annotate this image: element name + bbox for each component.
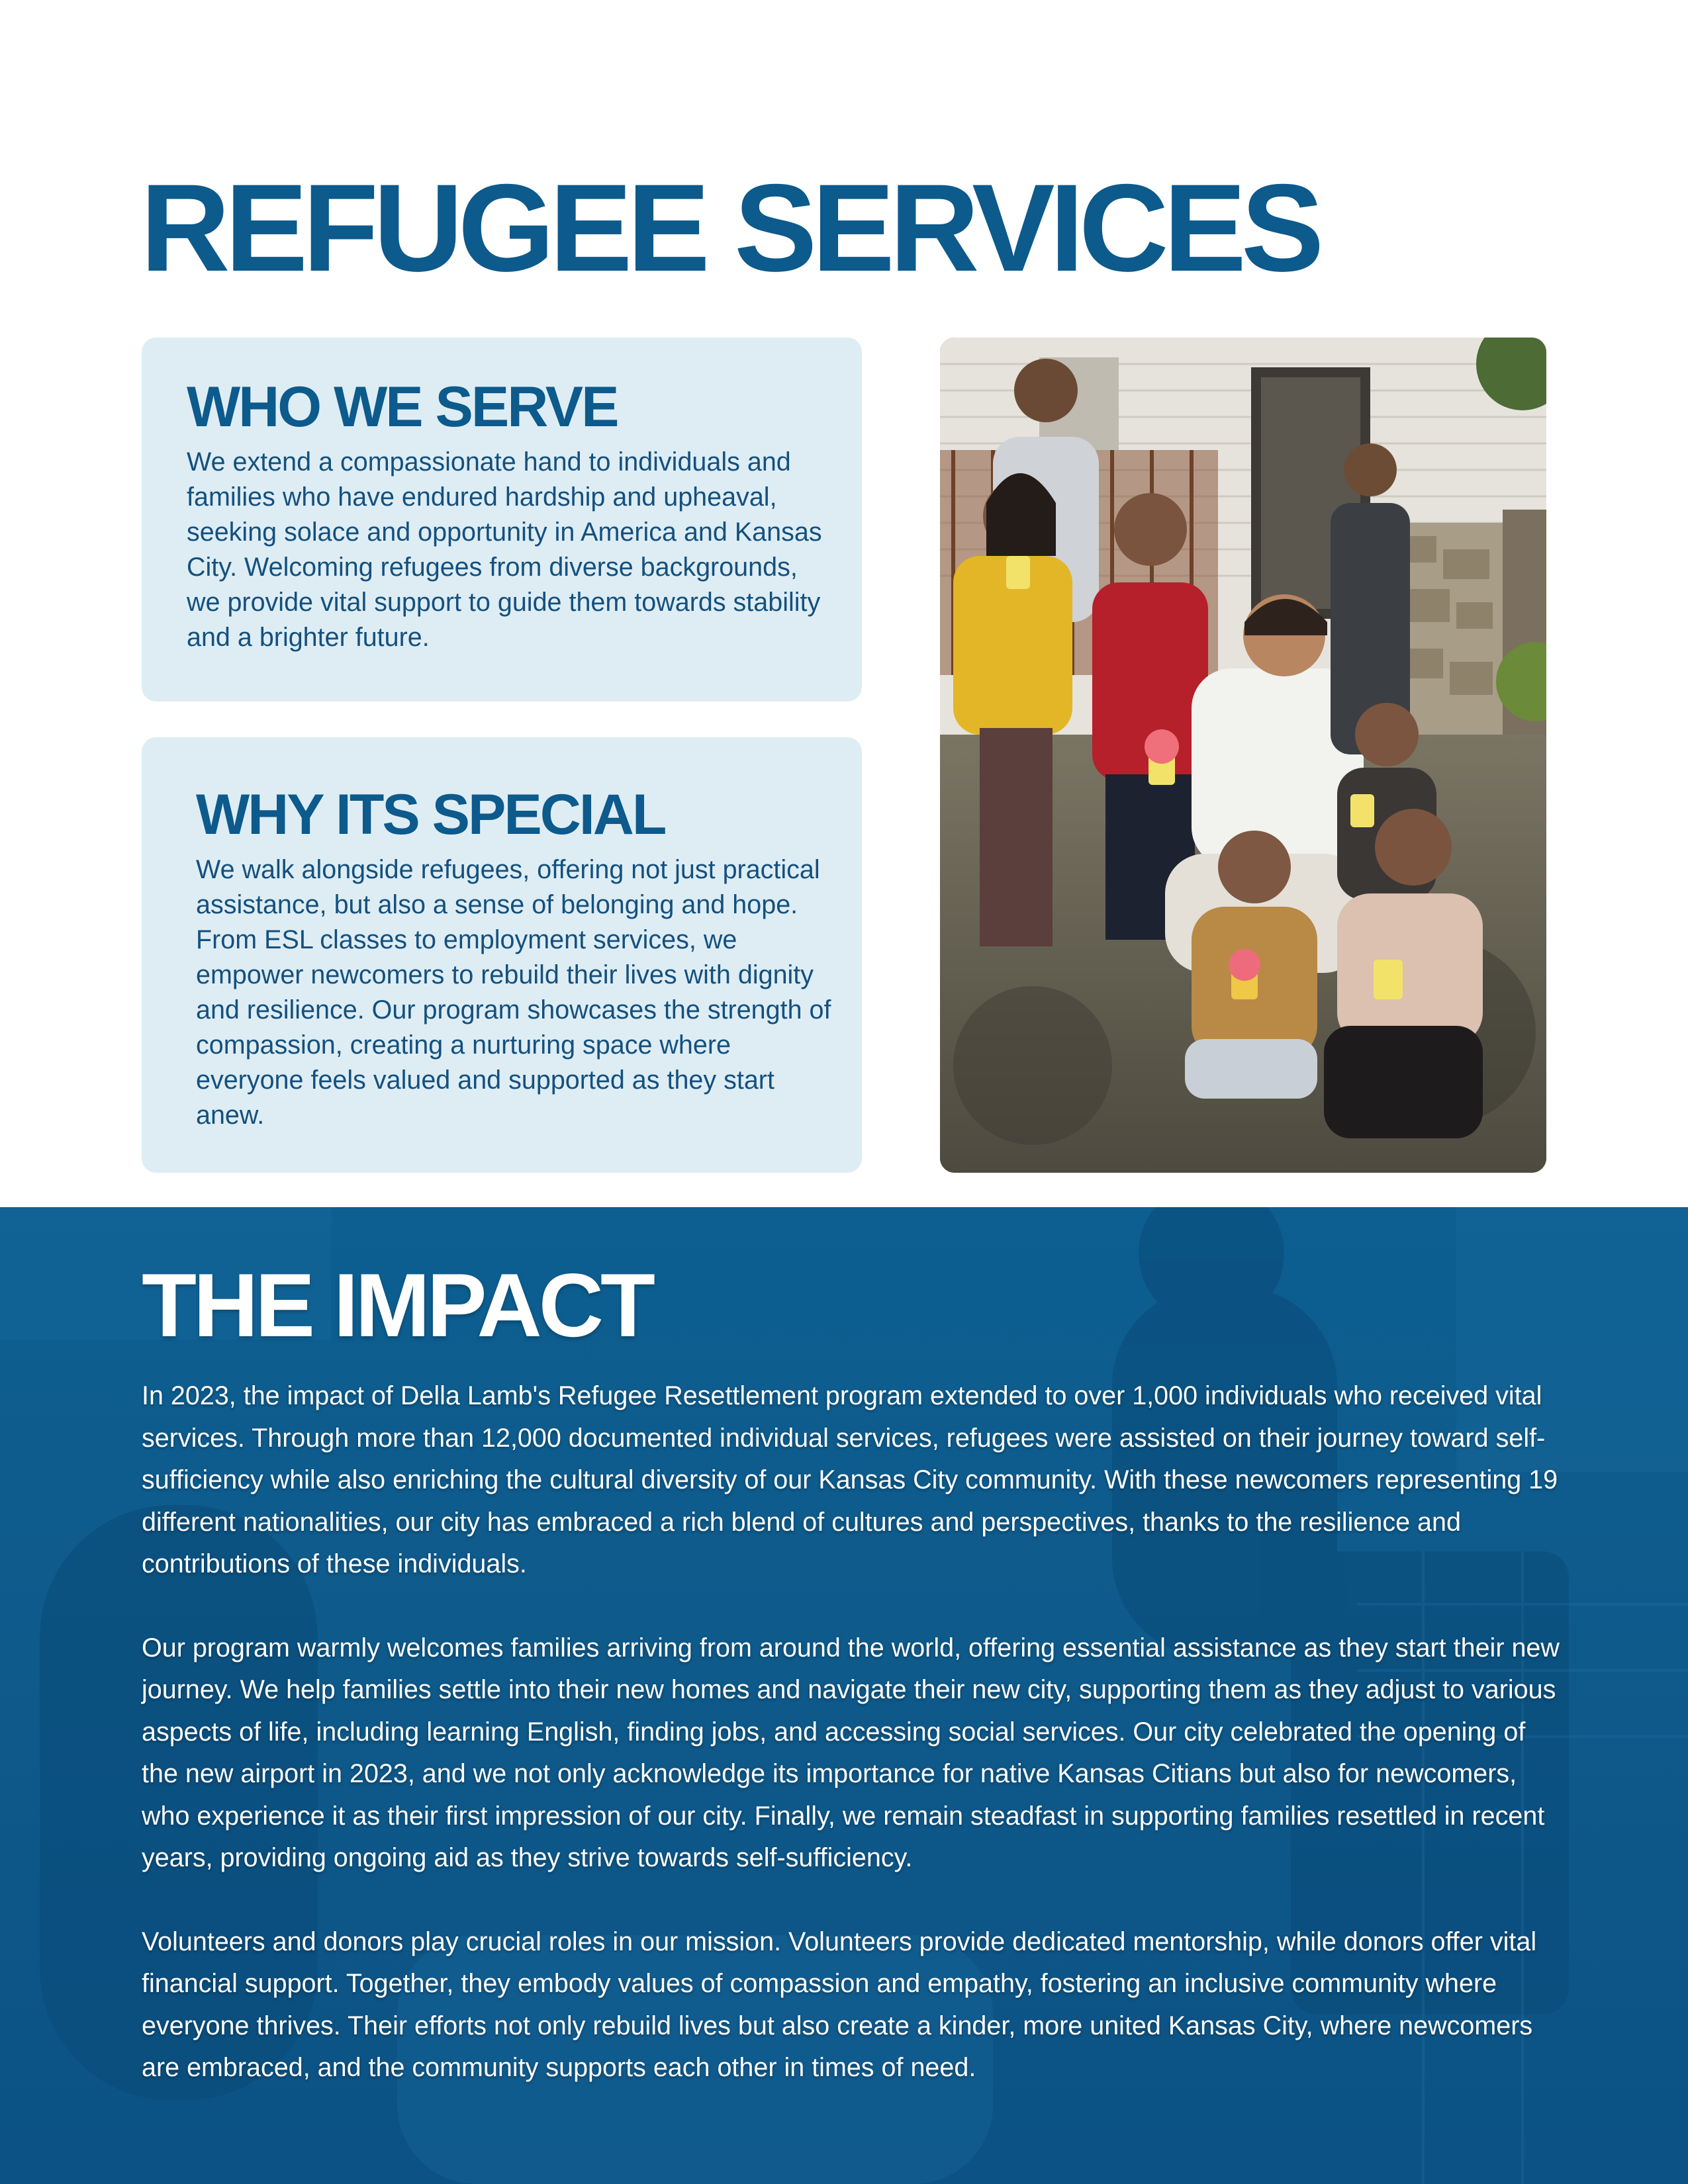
impact-heading: THE IMPACT [142,1255,652,1355]
why-special-text: We walk alongside refugees, offering not just practical assistance, but also a sense of belonging and hope. From ESL classes to employment services, we empower newcomers to rebuild their lives with dignity and resilience. Our program showcases the strength of compassion, creating a nurturing space where everyone feels valued and supported as they start anew. [196,855,831,1130]
why-special-card [142,737,862,1173]
impact-paragraph-2: Our program warmly welcomes families arriving from around the world, offering essential assistance as they start their new journey. We help families settle into their new homes and navigate their new city, supporting them as they adjust to various aspects of life, including learning English, finding jobs, and accessing social services. Our city celebrated the opening of the new airport in 2023, and we not only acknowledge its importance for native Kansas Citians but also for newcomers, who experience it as their first impression of our city. Finally, we remain steadfast in supporting families resettled in recent years, providing ongoing aid as they strive towards self-sufficiency. [142,1633,1560,1872]
photo-illustration [940,338,1546,1173]
impact-paragraph-1: In 2023, the impact of Della Lamb's Refugee Resettlement program extended to over 1,000 individuals who received vital services. Through more than 12,000 documented individual services, refugees were assisted on their journey toward self-sufficiency while also enriching the cultural diversity of our Kansas City community. With these newcomers representing 19 different nationalities, our city has embraced a rich blend of cultures and perspectives, thanks to the resilience and contributions of these individuals. [142,1381,1558,1578]
page-title: REFUGEE SERVICES [140,158,1319,297]
who-we-serve-heading: WHO WE SERVE [187,375,618,439]
who-we-serve-card [142,338,862,702]
impact-paragraph-3: Volunteers and donors play crucial roles in our mission. Volunteers provide dedicated mentorship, while donors offer vital financial support. Together, they embody values of compassion and empathy, fostering an inclusive community where everyone thrives. Their efforts not only rebuild lives but also create a kinder, more united Kansas City, where newcomers are embraced, and the community supports each other in times of need. [142,1927,1537,2082]
why-special-heading: WHY ITS SPECIAL [196,783,665,846]
impact-section [0,1207,1688,2184]
who-we-serve-text: We extend a compassionate hand to individuals and families who have endured hardship and upheaval, seeking solace and opportunity in America and Kansas City. Welcoming refugees from diverse backgrounds, we provide vital support to guide them towards stability and a brighter future. [187,447,822,653]
impact-body [142,1375,1565,2131]
refugee-family-photo [940,338,1546,1173]
